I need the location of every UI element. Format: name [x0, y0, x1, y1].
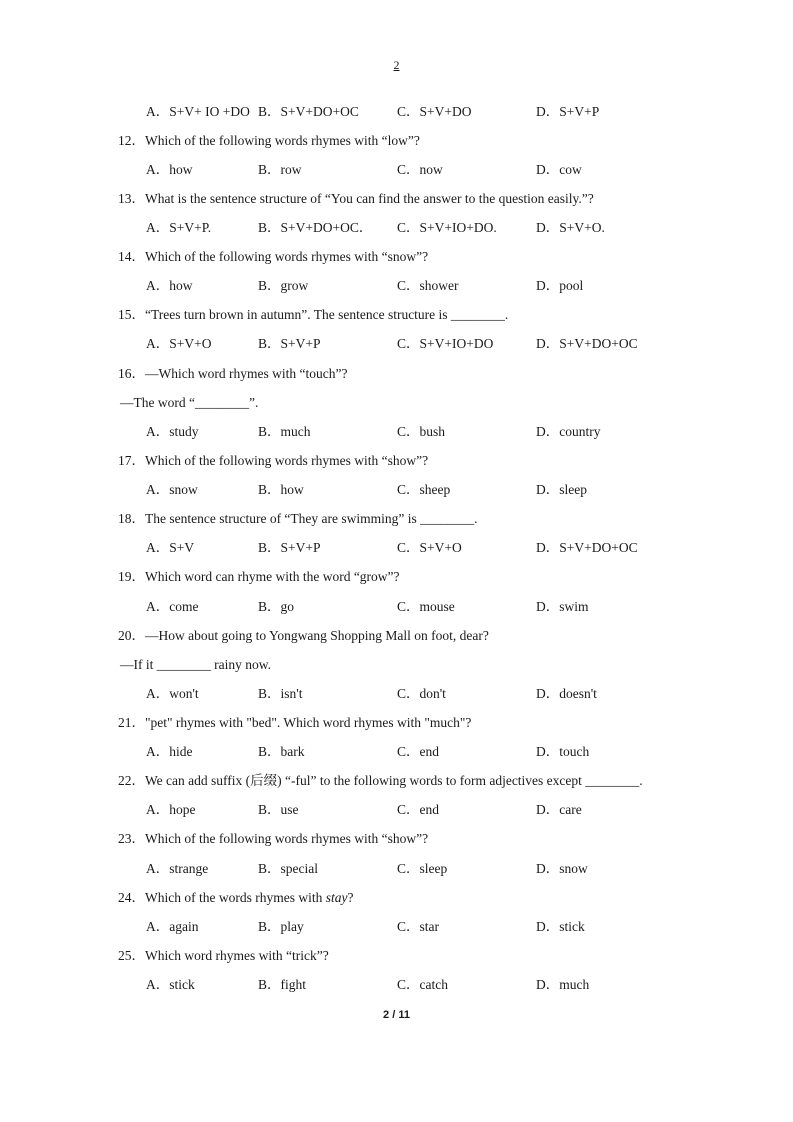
question-15-stem: 15．“Trees turn brown in autumn”. The sentence structure is ________.	[118, 307, 509, 322]
option-c: C．S+V+IO+DO	[397, 336, 494, 351]
question-19-stem: 19．Which word can rhyme with the word “grow”?	[118, 569, 400, 584]
option-d: D．cow	[536, 162, 582, 177]
question-22-stem: 22．We can add suffix (后缀) “-ful” to the following words to form adjectives except ________.	[118, 773, 643, 788]
option-a: A．study	[146, 424, 199, 439]
option-d: D．stick	[536, 919, 585, 934]
option-c: C．S+V+IO+DO.	[397, 220, 497, 235]
option-d: D．touch	[536, 744, 590, 759]
question-13-stem: 13．What is the sentence structure of “You can find the answer to the question easily.”?	[118, 191, 594, 206]
option-c: C．star	[397, 919, 439, 934]
question-14-stem: 14．Which of the following words rhymes with “snow”?	[118, 249, 429, 264]
option-d: D．S+V+P	[536, 104, 600, 119]
option-a: A．stick	[146, 977, 195, 992]
option-b: B．use	[258, 802, 299, 817]
option-b: B．how	[258, 482, 304, 497]
option-d: D．sleep	[536, 482, 587, 497]
option-d: D．S+V+DO+OC	[536, 540, 638, 555]
option-a: A．S+V+O	[146, 336, 212, 351]
option-d: D．country	[536, 424, 601, 439]
option-b: B．special	[258, 861, 318, 876]
question-18-stem: 18．The sentence structure of “They are swimming” is ________.	[118, 511, 478, 526]
question-16-line2: —The word “________”.	[120, 395, 259, 410]
option-d: D．snow	[536, 861, 588, 876]
option-d: D．much	[536, 977, 590, 992]
option-c: C．sheep	[397, 482, 451, 497]
option-a: A．S+V+P.	[146, 220, 212, 235]
option-b: B．bark	[258, 744, 305, 759]
option-a: A．snow	[146, 482, 198, 497]
option-b: B．go	[258, 599, 295, 614]
option-c: C．S+V+O	[397, 540, 462, 555]
option-d: D．S+V+O.	[536, 220, 605, 235]
question-17-stem: 17．Which of the following words rhymes with “show”?	[118, 453, 429, 468]
question-23-stem: 23．Which of the following words rhymes with “show”?	[118, 831, 429, 846]
option-a: A．hide	[146, 744, 193, 759]
page-number-header: 2	[393, 58, 400, 72]
option-b: B．much	[258, 424, 311, 439]
option-c: C．end	[397, 802, 439, 817]
option-b: B．S+V+P	[258, 540, 321, 555]
option-d: D．S+V+DO+OC	[536, 336, 638, 351]
option-a: A．again	[146, 919, 199, 934]
option-c: C．now	[397, 162, 443, 177]
option-a: A．S+V	[146, 540, 195, 555]
option-c: C．shower	[397, 278, 459, 293]
option-b: B．grow	[258, 278, 309, 293]
option-c: C．bush	[397, 424, 446, 439]
option-b: B．fight	[258, 977, 307, 992]
emphasized-word: stay	[325, 890, 348, 905]
option-b: B．S+V+DO+OC．	[258, 220, 373, 235]
question-20-line2: —If it ________ rainy now.	[120, 657, 271, 672]
question-20-stem: 20．—How about going to Yongwang Shopping Mall on foot, dear?	[118, 628, 489, 643]
question-24-stem: 24．Which of the words rhymes with stay?	[118, 890, 354, 905]
option-c: C．S+V+DO	[397, 104, 472, 119]
option-d: D．care	[536, 802, 582, 817]
option-d: D．pool	[536, 278, 584, 293]
option-a: A．strange	[146, 861, 209, 876]
option-b: B．S+V+P	[258, 336, 321, 351]
question-21-stem: 21．"pet" rhymes with "bed". Which word rhymes with "much"?	[118, 715, 472, 730]
page-footer: 2 / 11	[383, 1009, 410, 1021]
option-a: A．won't	[146, 686, 199, 701]
option-b: B．row	[258, 162, 302, 177]
option-b: B．isn't	[258, 686, 303, 701]
question-12-stem: 12．Which of the following words rhymes with “low”?	[118, 133, 420, 148]
option-c: C．don't	[397, 686, 446, 701]
question-16-stem: 16．—Which word rhymes with “touch”?	[118, 366, 348, 381]
option-c: C．sleep	[397, 861, 448, 876]
option-a: A．come	[146, 599, 199, 614]
option-c: C．end	[397, 744, 439, 759]
option-a: A．hope	[146, 802, 196, 817]
option-d: D．swim	[536, 599, 589, 614]
question-25-stem: 25．Which word rhymes with “trick”?	[118, 948, 329, 963]
option-c: C．catch	[397, 977, 448, 992]
option-a: A．S+V+ IO +DO	[146, 104, 250, 119]
option-b: B．S+V+DO+OC	[258, 104, 359, 119]
option-c: C．mouse	[397, 599, 455, 614]
option-d: D．doesn't	[536, 686, 597, 701]
option-a: A．how	[146, 278, 193, 293]
option-b: B．play	[258, 919, 304, 934]
option-a: A．how	[146, 162, 193, 177]
